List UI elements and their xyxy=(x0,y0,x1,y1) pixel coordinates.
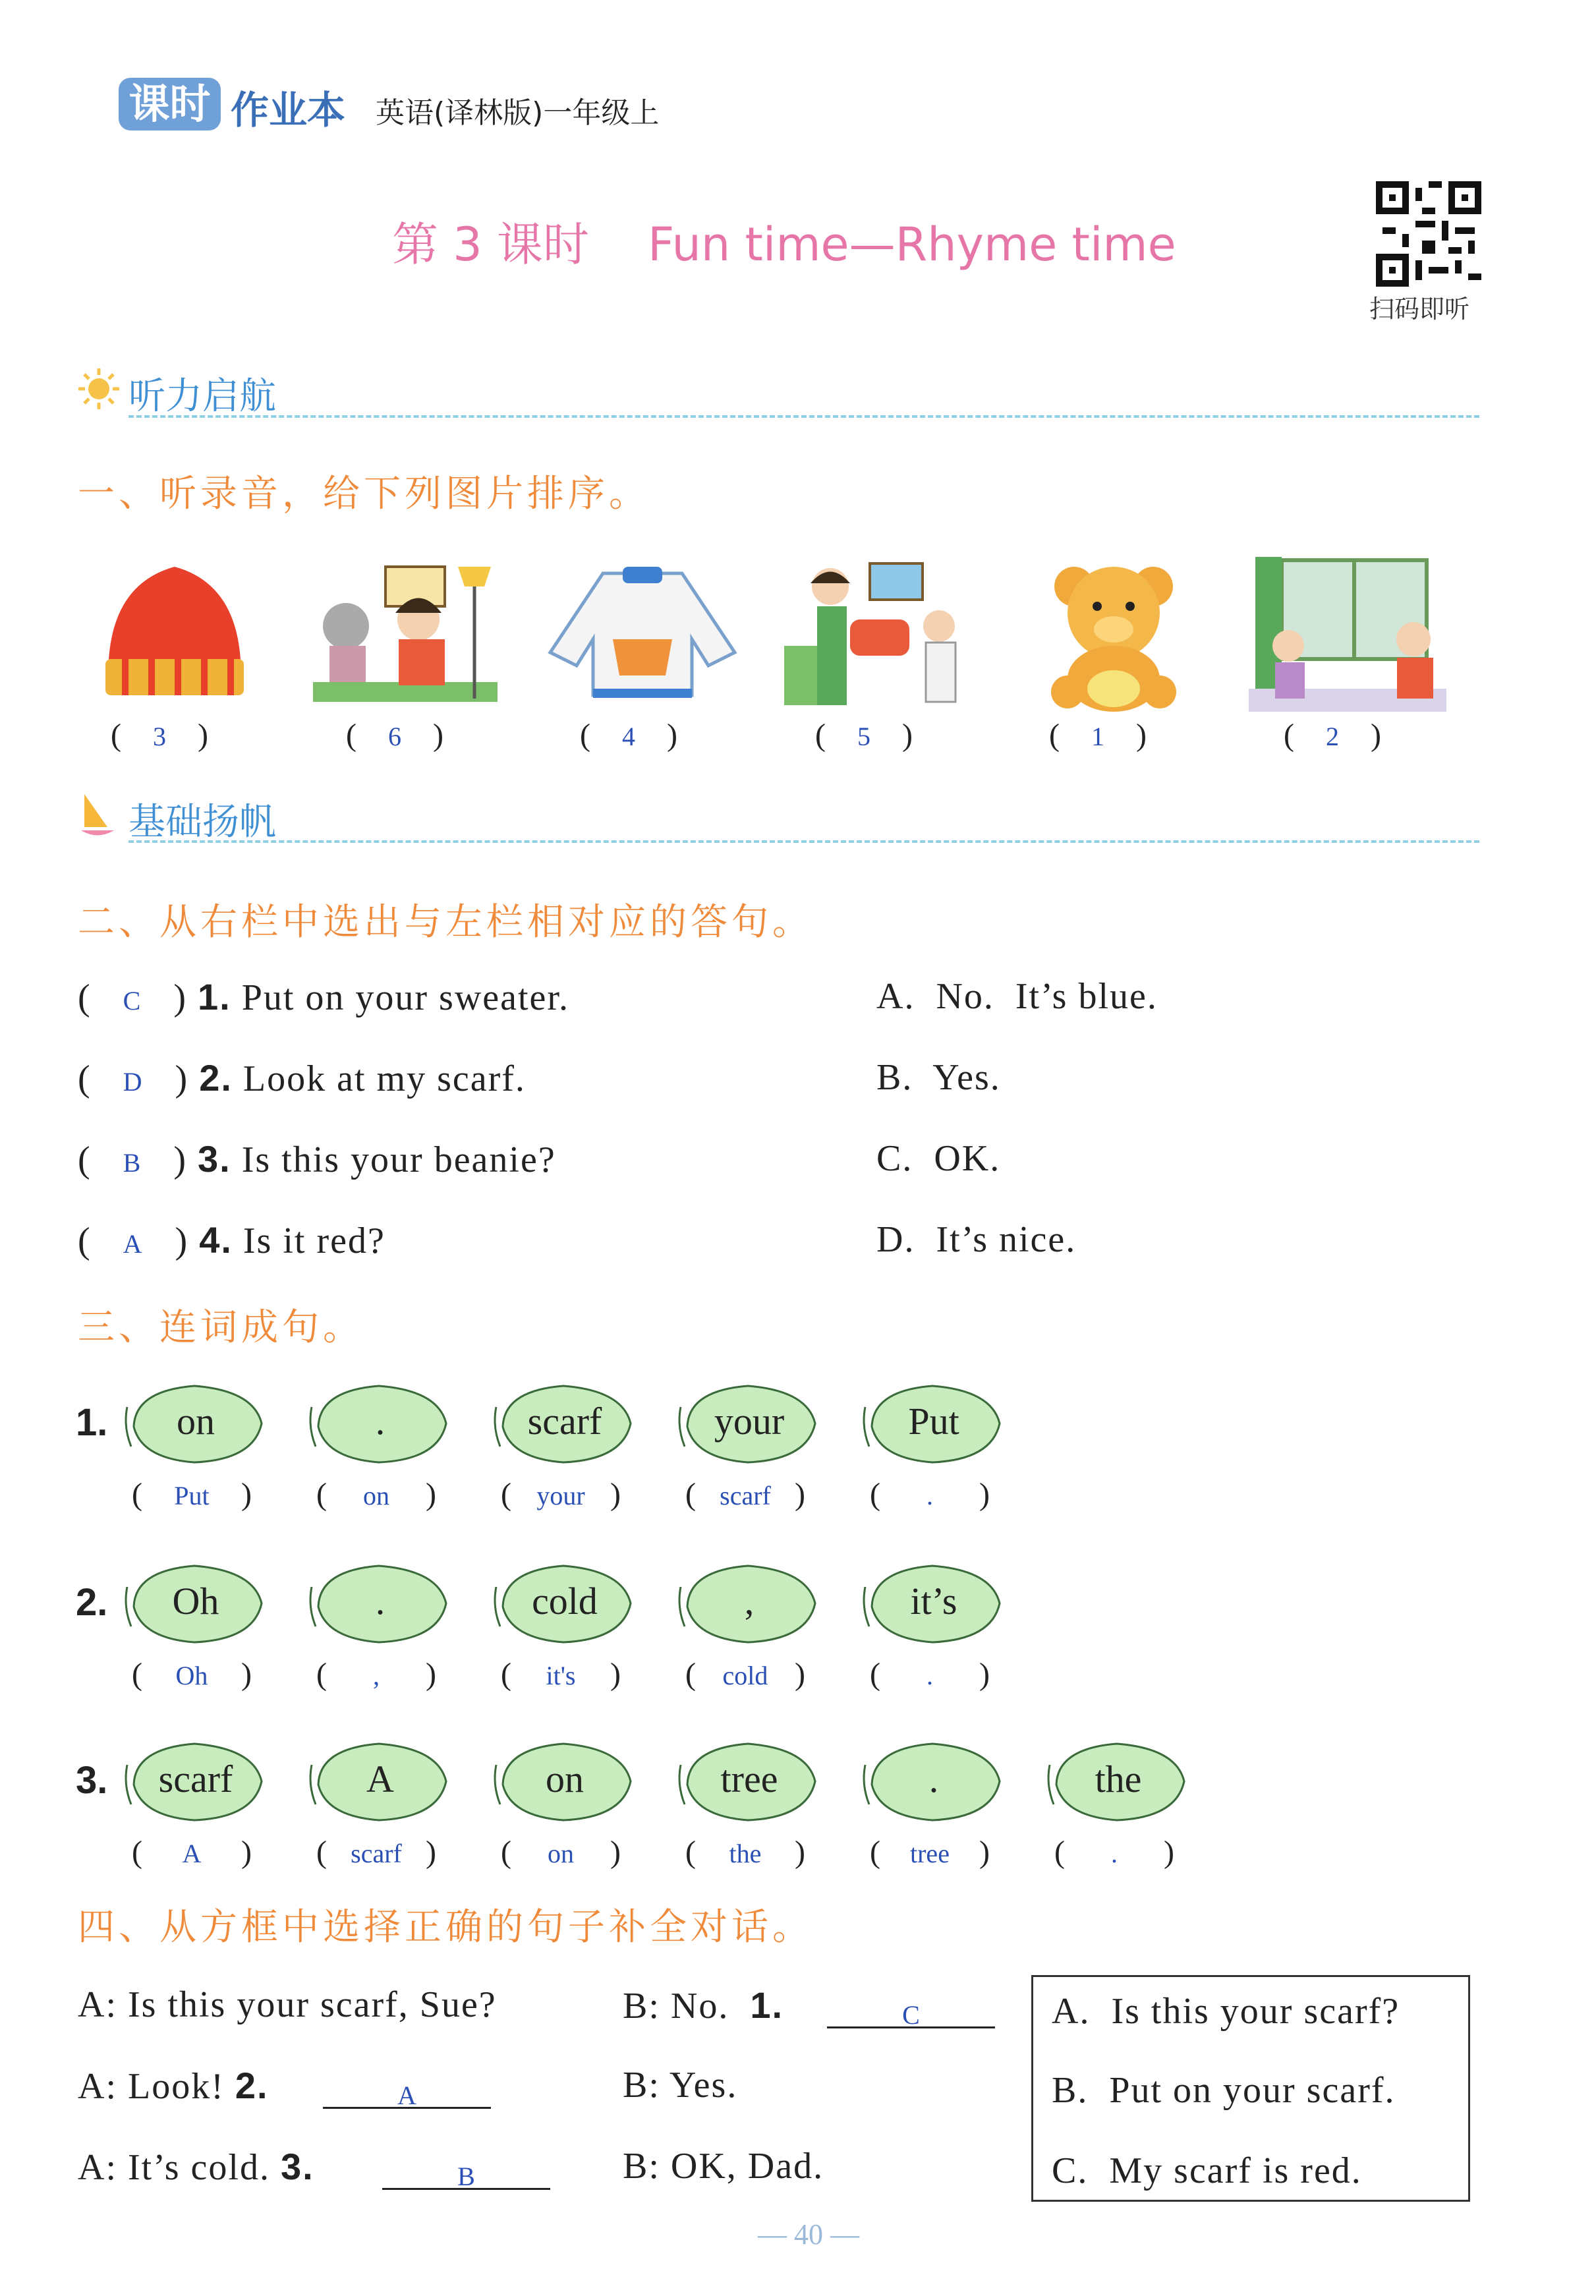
leaf-word: scarf xyxy=(527,1400,602,1443)
question-number: 1. xyxy=(198,976,231,1018)
leaf-word: A xyxy=(366,1758,394,1800)
handwritten-answer: scarf xyxy=(351,1839,402,1868)
question-2-title: 二、从右栏中选出与左栏相对应的答句。 xyxy=(78,901,813,944)
answer-blank[interactable] xyxy=(827,1987,995,2028)
handwritten-answer: Put xyxy=(174,1481,210,1510)
section-divider xyxy=(128,840,1479,843)
handwritten-answer: 4 xyxy=(621,722,635,751)
handwritten-answer: C xyxy=(123,986,142,1016)
row-number: 2. xyxy=(76,1581,108,1624)
question-number: 3. xyxy=(198,1138,231,1180)
answer-paren: ( Oh ) xyxy=(132,1657,252,1692)
qr-code-icon xyxy=(1376,181,1481,287)
section-divider xyxy=(128,415,1479,418)
handwritten-answer: your xyxy=(536,1481,585,1510)
lesson-title: 第 3 课时 Fun time—Rhyme time xyxy=(392,217,1176,272)
handwritten-answer: D xyxy=(123,1067,144,1097)
sun-icon xyxy=(76,366,122,412)
row-number: 1. xyxy=(76,1401,108,1444)
teddy-bear-picture xyxy=(1015,547,1212,718)
answer-paren: ( the ) xyxy=(685,1835,805,1870)
question-text: Is this your beanie? xyxy=(241,1139,556,1180)
handwritten-answer: 5 xyxy=(857,722,870,751)
qr-caption: 扫码即听 xyxy=(1369,295,1470,324)
handwritten-answer: A xyxy=(123,1229,144,1259)
match-question-row: ( B ) 3. Is this your beanie? xyxy=(78,1138,556,1180)
answer-paren: ( . ) xyxy=(870,1477,990,1512)
mother-and-girl-picture xyxy=(778,547,975,718)
question-number: 2. xyxy=(199,1057,233,1099)
handwritten-answer: , xyxy=(372,1661,380,1690)
answer-paren: ( cold ) xyxy=(685,1657,805,1692)
answer-paren: ( it's ) xyxy=(501,1657,621,1692)
answer-paren: ( 4 ) xyxy=(580,718,677,753)
leaf-word: on xyxy=(177,1400,215,1443)
dialogue-line: B: Yes. xyxy=(623,2065,738,2106)
question-1-title: 一、听录音，给下列图片排序。 xyxy=(78,473,650,515)
answer-paren: ( tree ) xyxy=(870,1835,990,1870)
handwritten-answer: on xyxy=(547,1839,574,1868)
question-3-title: 三、连词成句。 xyxy=(78,1306,364,1349)
answer-paren: ( 5 ) xyxy=(815,718,913,753)
answer-paren: ( . ) xyxy=(870,1657,990,1692)
sweater-picture xyxy=(544,547,741,718)
book-info: 英语(译林版)一年级上 xyxy=(376,96,660,130)
answer-paren: ( scarf ) xyxy=(316,1835,436,1870)
answer-paren: ( 2 ) xyxy=(1284,718,1381,753)
handwritten-answer: A xyxy=(397,2081,416,2110)
match-option: B. Yes. xyxy=(876,1057,1001,1098)
match-option: D. It’s nice. xyxy=(876,1219,1077,1260)
blank-number: 3. xyxy=(280,2146,314,2187)
match-option: A. No. It’s blue. xyxy=(876,976,1158,1017)
dialogue-line: A: It’s cold. 3. xyxy=(78,2146,314,2188)
dialogue-text: Yes. xyxy=(669,2065,738,2106)
answer-paren: ( . ) xyxy=(1054,1835,1174,1870)
leaf-word: . xyxy=(375,1400,385,1443)
handwritten-answer: . xyxy=(926,1481,933,1510)
handwritten-answer: it's xyxy=(546,1661,576,1690)
sail-icon xyxy=(78,791,117,840)
answer-paren: ( , ) xyxy=(316,1657,436,1692)
leaf-word: , xyxy=(744,1580,755,1622)
handwritten-answer: 2 xyxy=(1325,722,1339,751)
leaf-word: scarf xyxy=(158,1758,233,1800)
handwritten-answer: cold xyxy=(722,1661,768,1690)
match-question-row: ( D ) 2. Look at my scarf. xyxy=(78,1057,526,1099)
question-text: Look at my scarf. xyxy=(242,1058,526,1099)
handwritten-answer: . xyxy=(1110,1839,1118,1868)
handwritten-answer: . xyxy=(926,1661,933,1690)
leaf-word: tree xyxy=(720,1758,778,1800)
option-b: B. Put on your scarf. xyxy=(1052,2070,1396,2111)
girls-at-window-picture xyxy=(1249,547,1446,718)
handwritten-answer: 1 xyxy=(1091,722,1104,751)
match-option: C. OK. xyxy=(876,1138,1001,1179)
section-title-listening: 听力启航 xyxy=(128,375,276,418)
answer-paren: ( on ) xyxy=(316,1477,436,1512)
dialogue-text: Look! xyxy=(128,2066,225,2107)
dialogue-text: Is this your scarf, Sue? xyxy=(128,1984,497,2025)
dialogue-line: A: Is this your scarf, Sue? xyxy=(78,1984,497,2025)
brand-name: 作业本 xyxy=(231,88,346,132)
question-text: Put on your sweater. xyxy=(241,977,569,1018)
handwritten-answer: B xyxy=(123,1148,142,1178)
match-question-row: ( A ) 4. Is it red? xyxy=(78,1219,385,1261)
row-number: 3. xyxy=(76,1759,108,1802)
dialogue-line: A: Look! 2. xyxy=(78,2065,269,2107)
handwritten-answer: on xyxy=(362,1481,389,1510)
dialogue-line: B: No. 1. xyxy=(623,1984,784,2026)
blank-number: 1. xyxy=(750,1984,784,2026)
answer-paren: ( 6 ) xyxy=(346,718,443,753)
leaf-word: Put xyxy=(908,1400,959,1443)
dialogue-line: B: OK, Dad. xyxy=(623,2146,824,2187)
question-4-title: 四、从方框中选择正确的句子补全对话。 xyxy=(78,1906,813,1949)
leaf-word: on xyxy=(546,1758,584,1800)
handwritten-answer: 3 xyxy=(152,722,166,751)
dialogue-text: No. xyxy=(670,1986,729,2026)
answer-paren: ( your ) xyxy=(501,1477,621,1512)
dialogue-text: OK, Dad. xyxy=(670,2146,824,2187)
dialogue-text: It’s cold. xyxy=(128,2147,270,2188)
leaf-word: your xyxy=(714,1400,785,1443)
handwritten-answer: A xyxy=(182,1839,202,1868)
options-box xyxy=(1031,1975,1470,2202)
page-number: — 40 — xyxy=(758,2218,859,2251)
handwritten-answer: scarf xyxy=(720,1481,771,1510)
answer-blank[interactable] xyxy=(382,2148,550,2190)
answer-paren: ( Put ) xyxy=(132,1477,252,1512)
blank-number: 2. xyxy=(235,2065,269,2106)
handwritten-answer: 6 xyxy=(387,722,401,751)
leaf-word: cold xyxy=(532,1580,598,1622)
question-number: 4. xyxy=(199,1219,233,1261)
brand-logo: 课时 xyxy=(119,78,221,130)
answer-paren: ( scarf ) xyxy=(685,1477,805,1512)
handwritten-answer: tree xyxy=(910,1839,950,1868)
beanie-picture xyxy=(76,547,273,718)
leaf-word: . xyxy=(375,1580,385,1622)
answer-paren: ( A ) xyxy=(132,1835,252,1870)
option-a: A. Is this your scarf? xyxy=(1052,1991,1400,2032)
handwritten-answer: C xyxy=(902,2000,920,2030)
answer-paren: ( on ) xyxy=(501,1835,621,1870)
handwritten-answer: the xyxy=(729,1839,762,1868)
answer-paren: ( 3 ) xyxy=(111,718,208,753)
question-text: Is it red? xyxy=(242,1220,385,1261)
leaf-word: . xyxy=(928,1758,939,1800)
leaf-word: Oh xyxy=(172,1580,219,1622)
handwritten-answer: Oh xyxy=(175,1661,208,1690)
leaf-word: the xyxy=(1095,1758,1142,1800)
answer-blank[interactable] xyxy=(323,2067,491,2109)
option-c: C. My scarf is red. xyxy=(1052,2150,1362,2191)
handwritten-answer: B xyxy=(457,2162,475,2191)
match-question-row: ( C ) 1. Put on your sweater. xyxy=(78,976,569,1018)
section-title-basics: 基础扬帆 xyxy=(128,801,276,844)
girl-with-teddy-picture xyxy=(306,547,504,718)
answer-paren: ( 1 ) xyxy=(1049,718,1147,753)
leaf-word: it’s xyxy=(910,1580,957,1622)
